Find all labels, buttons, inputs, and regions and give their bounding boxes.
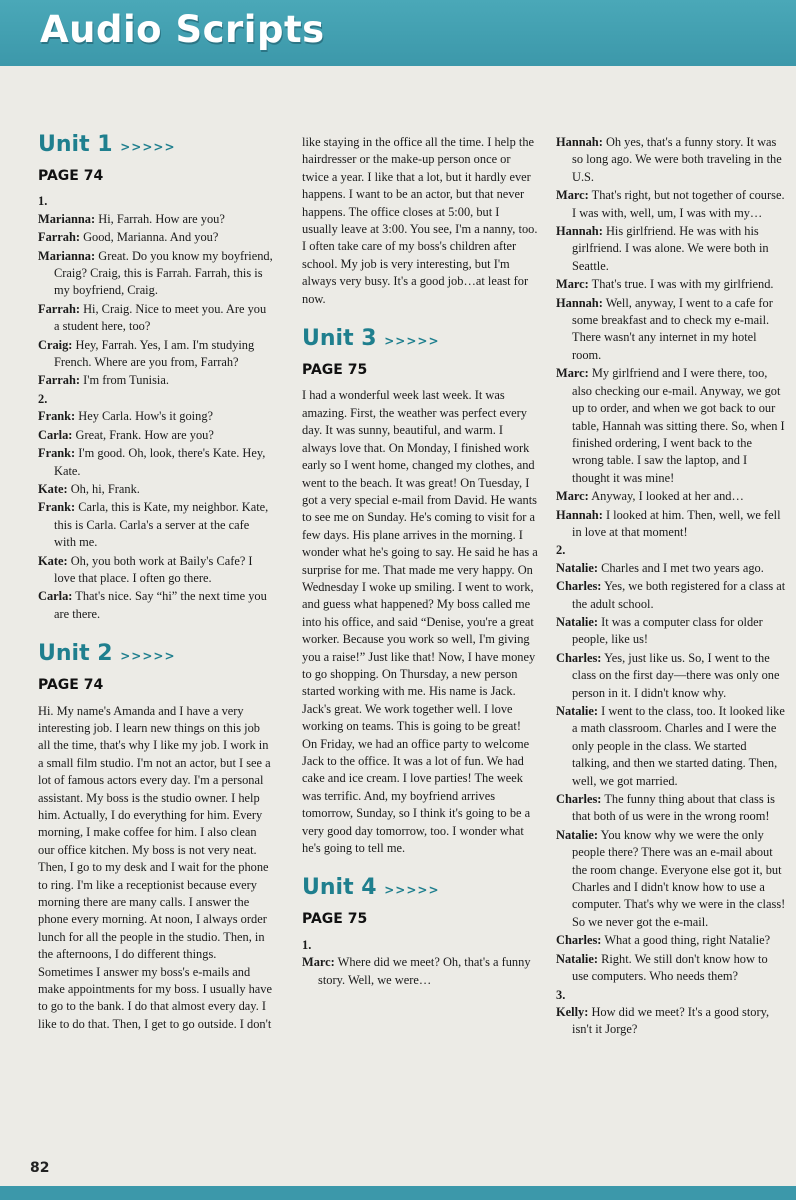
unit-1-title: Unit 1	[38, 132, 113, 157]
dialogue-line	[556, 187, 786, 222]
speaker-name: Carla:	[38, 589, 73, 604]
page-title: Audio Scripts	[40, 8, 325, 51]
dialogue-line	[556, 951, 786, 986]
unit-4-heading	[302, 875, 538, 903]
speaker-name: Marianna:	[38, 248, 96, 263]
speaker-text: Oh, hi, Frank.	[70, 481, 140, 496]
page-number: 82	[30, 1160, 50, 1176]
speaker-text: Yes, just like us. So, I went to the class on the first day—there was only one person in it. I didn't know why.	[572, 650, 780, 700]
dialogue-line	[556, 134, 786, 186]
speaker-name: Natalie:	[556, 704, 598, 718]
part-number: 2.	[556, 543, 566, 558]
speaker-text: My girlfriend and I were there, too, also checking our e-mail. Anyway, we got up to order, and when we got back to our table, Hannah was sitting there. So, when I finished ordering, I went back to the wrong table. I saw the laptop, and I thought it was mine!	[572, 366, 785, 485]
unit-3-title: Unit 3	[302, 326, 377, 352]
speaker-text: I'm good. Oh, look, there's Kate. Hey, Kate.	[54, 446, 266, 478]
part-number: 1.	[302, 937, 312, 952]
dialogue	[556, 1004, 786, 1039]
dialogue	[556, 560, 786, 986]
dialogue-line	[556, 932, 786, 949]
speaker-text: The funny thing about that class is that both of us were in the wrong room!	[572, 792, 775, 824]
speaker-text: Anyway, I looked at her and…	[591, 489, 744, 504]
speaker-name: Natalie:	[556, 614, 598, 629]
speaker-text: How did we meet? It's a good story, isn't it Jorge?	[572, 1004, 770, 1037]
unit-1-heading	[38, 132, 274, 160]
speaker-name: Hannah:	[556, 135, 603, 149]
dialogue-line	[556, 507, 786, 542]
unit-3-page: PAGE 75	[302, 362, 368, 379]
dialogue-line	[556, 223, 786, 275]
dialogue-line	[38, 248, 274, 300]
speaker-name: Marc:	[556, 277, 589, 292]
unit-2-text-continued: like staying in the office all the time. I help the hairdresser or the make-up person once or twice a year. I like that a lot, but it hardly ever happens. I want to be an actor, but that never happens. The office closes at 5:00, but I usually leave at 3:00. You see, I'm a nanny, too. I often take care of my boss's children after school. My job is very interesting, but I'm always very busy. It's a good job…at least for now.	[302, 135, 538, 306]
dialogue-line	[556, 276, 786, 293]
column-3	[556, 134, 786, 1040]
speaker-text: Where did we meet? Oh, that's a funny story. Well, we were…	[318, 955, 531, 987]
unit-2-title: Unit 2	[38, 641, 113, 667]
dialogue-line	[38, 499, 274, 551]
dialogue-line	[556, 578, 786, 613]
dialogue-line	[556, 488, 786, 505]
dialogue-line	[38, 337, 274, 372]
unit-4-title: Unit 4	[302, 875, 377, 901]
dialogue-line	[556, 1004, 786, 1039]
dialogue-line	[556, 703, 786, 790]
speaker-name: Farrah:	[38, 373, 80, 388]
speaker-text: That's true. I was with my girlfriend.	[591, 277, 774, 292]
speaker-text: It was a computer class for older people, like us!	[572, 614, 763, 647]
unit-3-arrows: >>>>>	[384, 334, 440, 349]
dialogue-line	[556, 827, 786, 931]
dialogue-line	[556, 650, 786, 702]
header-banner	[0, 0, 796, 66]
part-number: 2.	[38, 391, 48, 406]
column-2	[302, 134, 538, 990]
speaker-text: Hey Carla. How's it going?	[78, 409, 214, 424]
speaker-name: Marc:	[556, 366, 589, 381]
unit-2-heading	[38, 641, 274, 669]
unit-3-text: I had a wonderful week last week. It was amazing. First, the weather was perfect every day. It was sunny, beautiful, and warm. I always love that. On Monday, I finished work early so I went home, changed my clothes, and went to the beach. It was great! On Tuesday, I got a very special e-mail from David. He wants to see me on Sunday. He's coming to visit for a few days. His plane arrives in the morning. I wonder what he's going to say. He said he has a surprise for me. That made me very happy. On Wednesday I woke up smiling. I went to work, and guess what happened? My boss called me into his office, and said “Denise, you're a great worker. Because you work so well, I'm giving you a raise!” Just like that! Now, I have money to go shopping. On Thursday, a new person started working with me. His name is Jack. Jack's great. We work together well. I love working on teams. This is going to be great! On Friday, we had an office party to welcome Jack to the office. It was a lot of fun. We had cake and ice cream. I love parties! The week was terrific. And, my boyfriend arrives tomorrow, Sunday, so I think it's going to be a very good day tomorrow, too. I wonder what he's going to tell me.	[302, 388, 538, 856]
speaker-name: Frank:	[38, 409, 76, 424]
unit-2-page: PAGE 74	[38, 677, 104, 694]
speaker-name: Charles:	[556, 792, 602, 807]
part-number: 3.	[556, 987, 566, 1002]
speaker-name: Farrah:	[38, 230, 80, 245]
speaker-name: Natalie:	[556, 951, 598, 966]
unit-4-page: PAGE 75	[302, 911, 368, 928]
speaker-text: I'm from Tunisia.	[83, 373, 169, 388]
speaker-name: Marc:	[302, 955, 335, 970]
dialogue	[556, 134, 786, 541]
dialogue-line	[38, 211, 274, 228]
speaker-text: Hey, Farrah. Yes, I am. I'm studying French. Where are you from, Farrah?	[54, 337, 255, 370]
speaker-name: Hannah:	[556, 507, 603, 522]
dialogue-line	[556, 791, 786, 826]
speaker-text: His girlfriend. He was with his girlfriend. I was alone. We were both in Seattle.	[572, 224, 769, 273]
dialogue-line	[38, 301, 274, 336]
speaker-name: Kate:	[38, 553, 68, 568]
speaker-name: Charles:	[556, 650, 602, 665]
speaker-text: You know why we were the only people there? There was an e-mail about the room change. Everyone else got it, but Charles and I didn't know how to use a computer. That's why we were in the class! So we never got the e-mail.	[572, 827, 786, 929]
speaker-text: Great. Do you know my boyfriend, Craig? Craig, this is Farrah. Farrah, this is my boyfriend, Craig.	[54, 248, 273, 298]
speaker-text: Oh yes, that's a funny story. It was so long ago. We were both traveling in the U.S.	[572, 135, 782, 184]
speaker-name: Carla:	[38, 427, 73, 442]
speaker-name: Hannah:	[556, 224, 603, 239]
speaker-name: Frank:	[38, 500, 76, 515]
speaker-text: Hi, Craig. Nice to meet you. Are you a student here, too?	[54, 301, 267, 334]
speaker-text: Hi, Farrah. How are you?	[98, 211, 225, 226]
speaker-text: Yes, we both registered for a class at the adult school.	[572, 579, 786, 611]
dialogue	[38, 211, 274, 390]
speaker-name: Kelly:	[556, 1004, 589, 1019]
speaker-text: Oh, you both work at Baily's Cafe? I love that place. I often go there.	[54, 553, 253, 585]
speaker-name: Natalie:	[556, 827, 598, 842]
speaker-name: Charles:	[556, 933, 602, 948]
unit-2-text: Hi. My name's Amanda and I have a very interesting job. I learn new things on this job all the time, that's why I like my job. I work in a small film studio. I'm not an actor, but I see a lot of famous actors every day. I'm a personal assistant. My boss is the studio owner. I help him. Actually, I do everything for him. Every morning, I make coffee for him. I also clean our office kitchen. My boss is not very neat. Then, I go to my desk and I wait for the phone to ring. I'm like a receptionist because every morning there are many calls. I answer the phone every morning. At noon, I always order lunch for all the people in the studio. Then, in the afternoons, I do different things. Sometimes I answer my boss's e-mails and make appointments for my boss. I usually have to go to the bank. I do that almost every day. I like to do that. Then, I get to go outside. I don't	[38, 703, 273, 1031]
speaker-text: Carla, this is Kate, my neighbor. Kate, this is Carla. Carla's a server at the cafe with me.	[54, 500, 269, 550]
dialogue	[38, 408, 274, 623]
column-1	[38, 118, 274, 1033]
dialogue-line	[38, 408, 274, 425]
speaker-name: Craig:	[38, 337, 73, 352]
speaker-name: Natalie:	[556, 560, 598, 575]
speaker-text: Charles and I met two years ago.	[601, 560, 764, 575]
dialogue-line	[302, 954, 538, 989]
speaker-text: Right. We still don't know how to use computers. Who needs them?	[572, 951, 768, 984]
dialogue-line	[38, 427, 274, 444]
dialogue-line	[556, 560, 786, 577]
dialogue-line	[556, 365, 786, 487]
speaker-name: Farrah:	[38, 301, 80, 316]
dialogue-line	[556, 295, 786, 365]
dialogue-line	[556, 614, 786, 649]
dialogue-line	[38, 588, 274, 623]
speaker-name: Marc:	[556, 489, 589, 504]
dialogue-line	[38, 229, 274, 246]
speaker-text: I looked at him. Then, well, we fell in love at that moment!	[572, 507, 781, 539]
speaker-name: Marianna:	[38, 211, 96, 226]
speaker-name: Hannah:	[556, 295, 603, 310]
dialogue	[302, 954, 538, 989]
unit-3-heading	[302, 326, 538, 354]
unit-1-page: PAGE 74	[38, 168, 104, 184]
speaker-name: Charles:	[556, 579, 602, 594]
dialogue-line	[38, 445, 274, 480]
speaker-text: Great, Frank. How are you?	[75, 427, 214, 442]
speaker-text: That's nice. Say “hi” the next time you are there.	[54, 589, 267, 621]
unit-1-arrows: >>>>>	[120, 140, 176, 154]
speaker-text: What a good thing, right Natalie?	[604, 933, 771, 948]
dialogue-line	[38, 553, 274, 588]
part-number: 1.	[38, 194, 48, 209]
speaker-name: Marc:	[556, 188, 589, 203]
unit-4-arrows: >>>>>	[384, 883, 440, 898]
speaker-text: Well, anyway, I went to a cafe for some breakfast and to check my e-mail. There wasn't any internet in my hotel room.	[572, 295, 773, 362]
speaker-text: Good, Marianna. And you?	[83, 230, 219, 245]
unit-2-arrows: >>>>>	[120, 649, 176, 664]
dialogue-line	[38, 372, 274, 389]
speaker-name: Frank:	[38, 446, 76, 461]
speaker-text: I went to the class, too. It looked like a math classroom. Charles and I were the only people in the class. We started talking, and then we started dating. Then, well, we got married.	[572, 704, 785, 788]
speaker-text: That's right, but not together of course. I was with, well, um, I was with my…	[572, 188, 785, 220]
dialogue-line	[38, 481, 274, 498]
footer-band	[0, 1186, 796, 1200]
speaker-name: Kate:	[38, 481, 68, 496]
